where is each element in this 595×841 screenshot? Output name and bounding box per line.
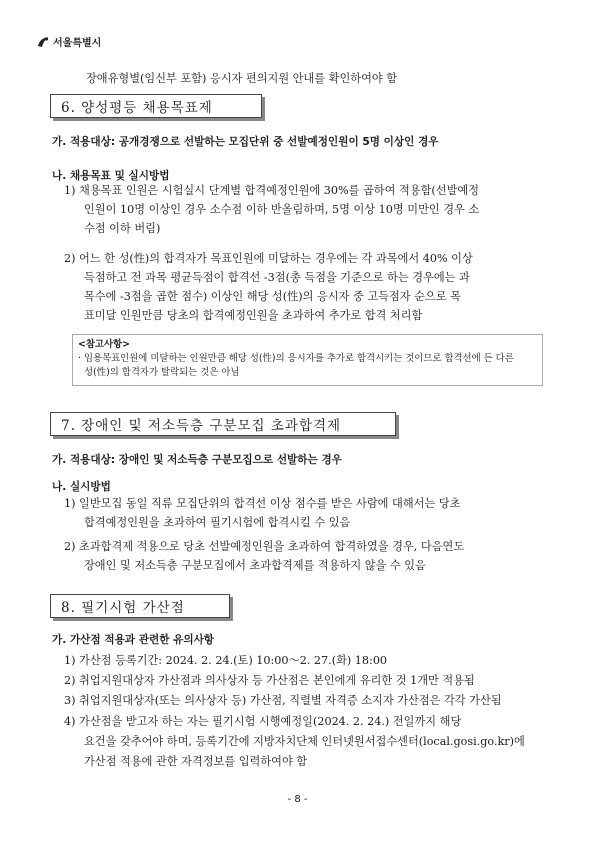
- s6-item2-line4: 표미달 인원만큼 당초의 합격예정인원을 초과하여 추가로 합격 처리함: [84, 309, 423, 322]
- org-name: 서울특별시: [53, 38, 102, 49]
- seoul-logo: [36, 34, 101, 49]
- section-6-target-heading: 가. 적용대상: 공개경쟁으로 선발하는 모집단위 중 선발예정인원이 5명 이상인 경우: [52, 136, 439, 148]
- s6-item2-line1: 2) 어느 한 성(性)의 합격자가 목표인원에 미달하는 경우에는 각 과목에서 40% 이상: [64, 252, 473, 265]
- reference-line1: · 임용목표인원에 미달하는 인원만큼 해당 성(性)의 응시자를 추가로 합격시키는 것이므로 합격선에 든 다른: [78, 353, 514, 364]
- s8-item1: 1) 가산점 등록기간: 2024. 2. 24.(토) 10:00～2. 27.(화) 18:00: [64, 654, 388, 667]
- s8-item4-line3: 가산점 적용에 관한 자격정보를 입력하여야 함: [84, 755, 308, 768]
- s7-item2-line2: 장애인 및 저소득층 구분모집에서 초과합격제를 적용하지 않을 수 있음: [84, 559, 426, 572]
- section-8-title: 8. 필기시험 가산점: [61, 600, 185, 616]
- s7-item1-line1: 1) 일반모집 동일 직류 모집단위의 합격선 이상 점수를 받은 사람에 대해서는 당초: [64, 497, 461, 510]
- section-7-method-heading: 나. 실시방법: [52, 481, 111, 493]
- s8-item2: 2) 취업지원대상자 가산점과 의사상자 등 가산점은 본인에게 유리한 것 1개만 적용됨: [64, 674, 475, 687]
- section-8-notes-heading: 가. 가산점 적용과 관련한 유의사항: [52, 634, 215, 646]
- section-7-title-box: [50, 412, 396, 436]
- seoul-logo-icon: [36, 35, 50, 49]
- section-8-title-box: [50, 594, 230, 618]
- s8-item4-line2: 요건을 갖추어야 하며, 등록기간에 지방자치단체 인터넷원서접수센터(local.gosi.go.kr)에: [84, 735, 525, 748]
- s6-item2-line3: 목수에 -3점을 곱한 점수) 이상인 해당 성(性)의 응시자 중 고득점자 순으로 목: [84, 290, 461, 303]
- s6-item2-line2: 득점하고 전 과목 평균득점이 합격선 -3점(총 득점을 기준으로 하는 경우에는 과: [84, 271, 470, 284]
- s6-item1-line3: 수점 이하 버림): [84, 222, 161, 235]
- s6-item1-line1: 1) 채용목표 인원은 시험실시 단계별 합격예정인원에 30%를 곱하여 적용함(선발예정: [64, 184, 479, 197]
- section-6-title: 6. 양성평등 채용목표제: [61, 100, 213, 116]
- section-6-method-heading: 나. 채용목표 및 실시방법: [52, 170, 170, 182]
- intro-line: 장애유형별(임신부 포함) 응시자 편의지원 안내를 확인하여야 함: [86, 72, 398, 85]
- reference-box: [72, 334, 543, 386]
- reference-title: <참고사항>: [78, 339, 130, 350]
- section-7-title: 7. 장애인 및 저소득층 구분모집 초과합격제: [61, 418, 342, 434]
- reference-line2: 성(性)의 합격자가 탈락되는 것은 아님: [84, 367, 240, 378]
- s8-item4-line1: 4) 가산점을 받고자 하는 자는 필기시험 시행예정일(2024. 2. 24.) 전일까지 해당: [64, 715, 462, 728]
- section-7-target-heading: 가. 적용대상: 장애인 및 저소득층 구분모집으로 선발하는 경우: [52, 454, 342, 466]
- s8-item3: 3) 취업지원대상자(또는 의사상자 등) 가산점, 직렬별 자격증 소지자 가산점은 각각 가산됨: [64, 694, 502, 707]
- s7-item1-line2: 합격예정인원을 초과하여 필기시험에 합격시킬 수 있음: [84, 516, 351, 529]
- section-6-title-box: [50, 94, 262, 118]
- s6-item1-line2: 인원이 10명 이상인 경우 소수점 이하 반올림하며, 5명 이상 10명 미만인 경우 소: [84, 203, 480, 216]
- s7-item2-line1: 2) 초과합격제 적용으로 당초 선발예정인원을 초과하여 합격하였을 경우, 다음연도: [64, 540, 465, 553]
- page-number: - 8 -: [287, 794, 308, 805]
